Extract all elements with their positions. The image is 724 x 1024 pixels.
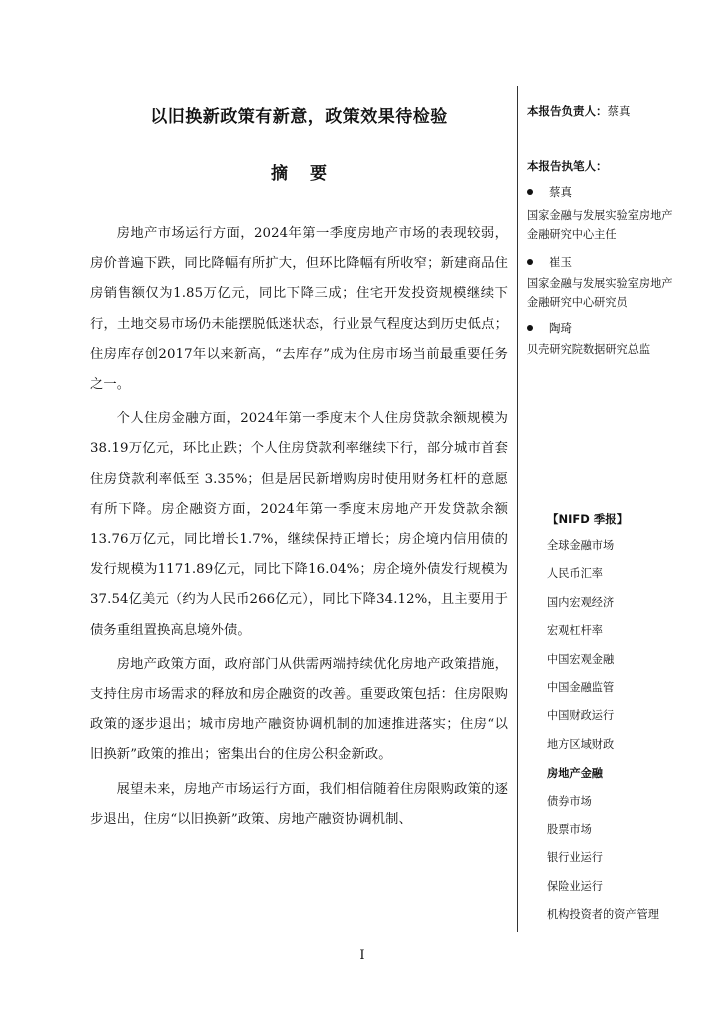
author-name: 崔玉 (549, 255, 572, 269)
responsible-person (527, 100, 631, 119)
paragraph-outlook: 展望未来，房地产市场运行方面，我们相信随着住房限购政策的逐步退出，住房“以旧换新”政策、房地产融资协调机制、 (90, 781, 508, 827)
author-name: 陶琦 (549, 321, 572, 335)
paragraph-finance: 个人住房金融方面，2024年第一季度末个人住房贷款余额规模为38.19万亿元，环比止跌；个人住房贷款利率继续下行，部分城市首套住房贷款利率低至 3.35%；但是居民新增购房时使用财务杠杆的意愿有所下降。房企融资方面，2024年第一季度末房地产开发贷款余额13.76万亿元，同比增长1.7%，继续保持正增长；房企境内信用债的发行规模为1171.89亿元，同比下降16.04%；房企境外债发行规模为37.54亿美元（约为人民币266亿元），同比下降34.12%，且主要用于债务重组置换高息境外债。 (90, 411, 508, 638)
author-item (527, 184, 572, 202)
responsible-name: 蔡真 (607, 104, 631, 118)
bullet-icon (527, 325, 533, 331)
series-item[interactable]: 保险业运行 (547, 879, 603, 893)
series-item-active[interactable]: 房地产金融 (547, 766, 603, 781)
author-description: 国家金融与发展实验室房地产金融研究中心主任 (527, 209, 673, 241)
report-title: 以旧换新政策有新意，政策效果待检验 (150, 107, 448, 127)
series-item[interactable]: 债券市场 (547, 794, 592, 808)
series-title: 【NIFD 季报】 (547, 512, 629, 526)
paragraph-policy: 房地产政策方面，政府部门从供需两端持续优化房地产政策措施，支持住房市场需求的释放和房企融资的改善。重要政策包括：住房限购政策的逐步退出；城市房地产融资协调机制的加速推进落实；住房“以旧换新”政策的推出；密集出台的住房公积金新政。 (90, 656, 508, 763)
series-item[interactable]: 中国财政运行 (547, 709, 615, 723)
series-item[interactable]: 宏观杠杆率 (547, 624, 603, 638)
series-item[interactable]: 地方区域财政 (547, 737, 615, 751)
series-item[interactable]: 人民币汇率 (547, 567, 603, 581)
bullet-icon (527, 189, 533, 195)
series-item[interactable]: 中国宏观金融 (547, 652, 615, 666)
authors-label: 本报告执笔人： (527, 159, 608, 173)
responsible-label: 本报告负责人： (527, 104, 608, 118)
series-item[interactable]: 全球金融市场 (547, 539, 615, 552)
abstract-body (90, 219, 508, 839)
sidebar (517, 86, 673, 932)
author-item (527, 254, 572, 272)
paragraph-market: 房地产市场运行方面，2024年第一季度房地产市场的表现较弱，房价普遍下跌，同比降幅有所扩大，但环比降幅有所收窄；新建商品住房销售额仅为1.85万亿元，同比下降三成；住宅开发投资规模继续下行，土地交易市场仍未能摆脱低迷状态，行业景气程度达到历史低点；住房库存创2017年以来新高，“去库存”成为住房市场当前最重要任务之一。 (90, 226, 508, 393)
abstract-heading: 摘要 (271, 164, 349, 184)
series-item[interactable]: 银行业运行 (547, 851, 603, 865)
author-item (527, 320, 572, 338)
series-item[interactable]: 中国金融监管 (547, 680, 615, 694)
series-list (547, 532, 659, 929)
series-item[interactable]: 股票市场 (547, 822, 592, 836)
series-item[interactable]: 机构投资者的资产管理 (547, 908, 659, 922)
page-number: I (359, 948, 365, 963)
series-item[interactable]: 国内宏观经济 (547, 595, 615, 609)
author-description: 国家金融与发展实验室房地产金融研究中心研究员 (527, 277, 673, 309)
bullet-icon (527, 259, 533, 265)
author-description: 贝壳研究院数据研究总监 (527, 343, 651, 356)
author-name: 蔡真 (549, 185, 572, 199)
